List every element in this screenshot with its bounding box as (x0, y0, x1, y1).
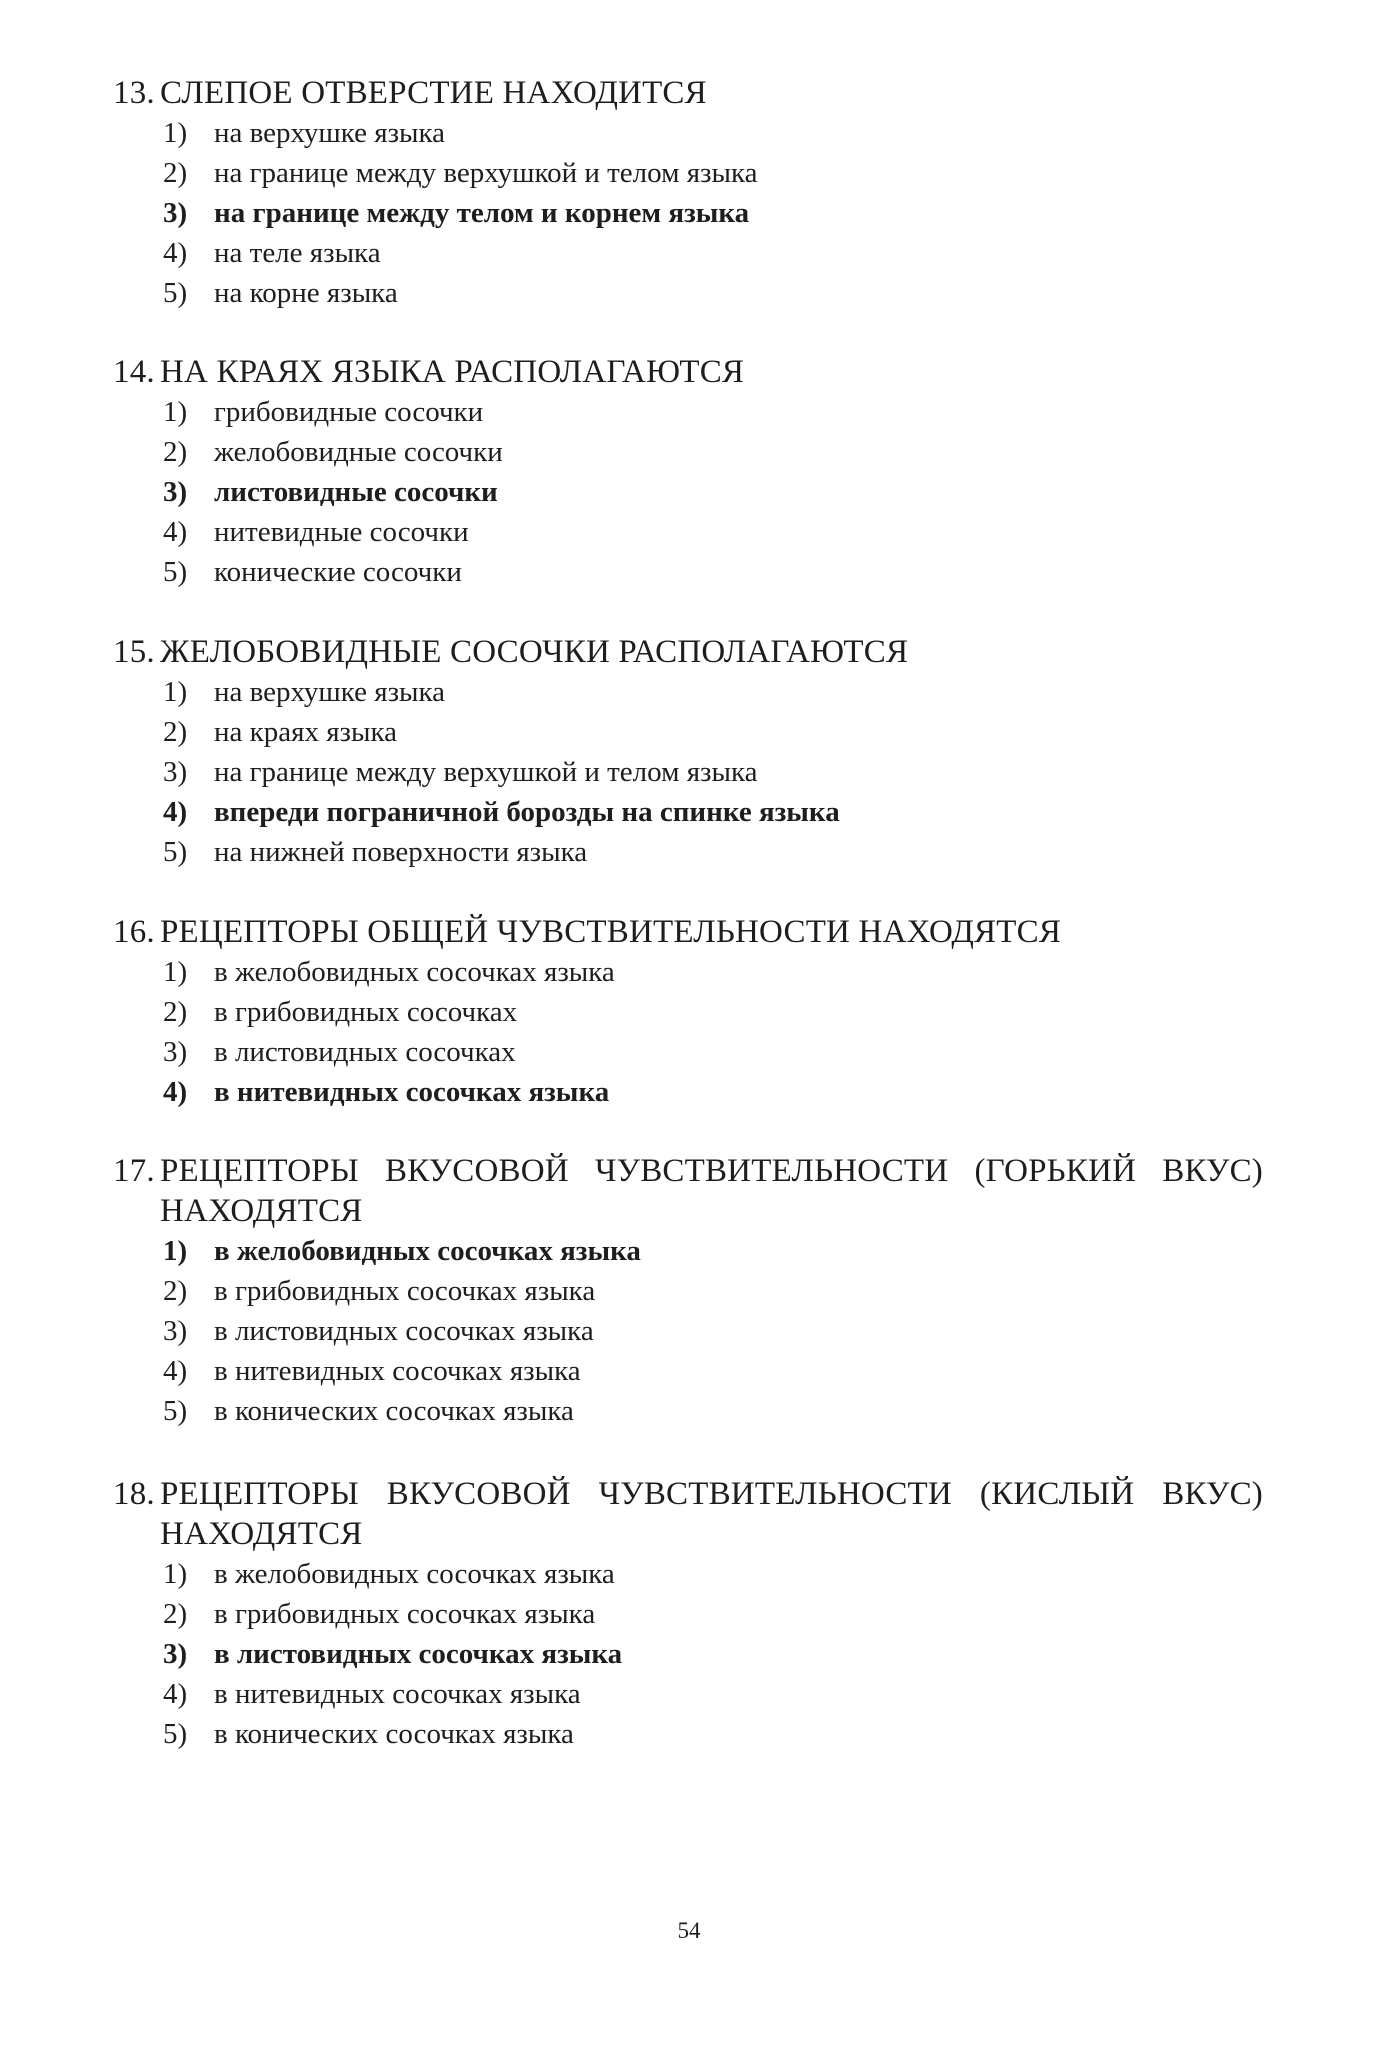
option-text: на границе между верхушкой и телом языка (214, 756, 758, 788)
question-16 (113, 912, 1263, 1112)
option-text: в листовидных сосочках языка (214, 1315, 594, 1347)
question-title (113, 632, 1263, 672)
question-14 (113, 352, 1263, 592)
question-number: 13. (113, 75, 155, 111)
correct-answer-option (113, 472, 1263, 512)
correct-answer-option (113, 193, 1263, 233)
option-number: 5) (163, 277, 188, 309)
option-number: 3) (163, 197, 188, 229)
question-number: 14. (113, 354, 155, 390)
option-text: в конических сосочках языка (214, 1718, 574, 1750)
answer-option (113, 992, 1263, 1032)
option-number: 3) (163, 1036, 188, 1068)
option-number: 2) (163, 1598, 188, 1630)
answer-option (113, 832, 1263, 872)
option-number: 3) (163, 476, 188, 508)
option-number: 2) (163, 436, 188, 468)
option-number: 4) (163, 237, 188, 269)
answer-option (113, 1674, 1263, 1714)
answer-options (113, 952, 1263, 1112)
option-number: 1) (163, 117, 188, 149)
option-text: в нитевидных сосочках языка (214, 1355, 581, 1387)
question-number: 17. (113, 1153, 155, 1189)
question-17 (113, 1151, 1263, 1431)
question-title (113, 1474, 1263, 1554)
answer-option (113, 153, 1263, 193)
option-text: в листовидных сосочках (214, 1036, 516, 1068)
option-text: в желобовидных сосочках языка (214, 956, 615, 988)
option-number: 1) (163, 956, 188, 988)
option-text: в конических сосочках языка (214, 1395, 574, 1427)
option-text: в желобовидных сосочках языка (214, 1235, 641, 1267)
option-text: желобовидные сосочки (214, 436, 503, 468)
option-text: нитевидные сосочки (214, 516, 469, 548)
answer-option (113, 752, 1263, 792)
question-15 (113, 632, 1263, 872)
answer-option (113, 512, 1263, 552)
option-number: 1) (163, 1235, 188, 1267)
answer-option (113, 712, 1263, 752)
question-title (113, 73, 1263, 113)
answer-option (113, 1714, 1263, 1754)
option-text: на корне языка (214, 277, 398, 309)
option-text: на границе между телом и корнем языка (214, 197, 750, 229)
option-number: 2) (163, 1275, 188, 1307)
answer-options (113, 1231, 1263, 1431)
option-number: 3) (163, 1315, 188, 1347)
option-text: на верхушке языка (214, 117, 446, 149)
option-text: конические сосочки (214, 556, 462, 588)
answer-options (113, 672, 1263, 872)
option-number: 2) (163, 996, 188, 1028)
option-number: 1) (163, 396, 188, 428)
answer-options (113, 392, 1263, 592)
option-number: 4) (163, 516, 188, 548)
question-title (113, 1151, 1263, 1231)
correct-answer-option (113, 1634, 1263, 1674)
question-title (113, 912, 1263, 952)
option-number: 5) (163, 1718, 188, 1750)
question-title (113, 352, 1263, 392)
option-text: на верхушке языка (214, 676, 446, 708)
question-text: РЕЦЕПТОРЫ ОБЩЕЙ ЧУВСТВИТЕЛЬНОСТИ НАХОДЯТСЯ (160, 914, 1062, 950)
option-number: 4) (163, 1678, 188, 1710)
option-number: 5) (163, 556, 188, 588)
answer-options (113, 113, 1263, 313)
option-text: в нитевидных сосочках языка (214, 1076, 610, 1108)
answer-option (113, 1311, 1263, 1351)
answer-option (113, 392, 1263, 432)
answer-option (113, 1271, 1263, 1311)
option-text: на краях языка (214, 716, 397, 748)
answer-option (113, 1391, 1263, 1431)
answer-option (113, 113, 1263, 153)
option-number: 3) (163, 1638, 188, 1670)
question-number: 16. (113, 914, 155, 950)
option-text: в желобовидных сосочках языка (214, 1558, 615, 1590)
correct-answer-option (113, 1072, 1263, 1112)
correct-answer-option (113, 1231, 1263, 1271)
option-text: листовидные сосочки (214, 476, 498, 508)
answer-option (113, 1351, 1263, 1391)
question-text: РЕЦЕПТОРЫ ВКУСОВОЙ ЧУВСТВИТЕЛЬНОСТИ (ГОРЬКИЙ ВКУС) НАХОДЯТСЯ (160, 1153, 1263, 1229)
answer-option (113, 1594, 1263, 1634)
answer-option (113, 552, 1263, 592)
answer-option (113, 273, 1263, 313)
question-number: 18. (113, 1476, 155, 1512)
answer-option (113, 432, 1263, 472)
answer-option (113, 233, 1263, 273)
option-text: в грибовидных сосочках языка (214, 1598, 596, 1630)
option-number: 2) (163, 716, 188, 748)
answer-option (113, 1554, 1263, 1594)
option-number: 3) (163, 756, 188, 788)
option-text: впереди пограничной борозды на спинке языка (214, 796, 840, 828)
option-number: 1) (163, 1558, 188, 1590)
correct-answer-option (113, 792, 1263, 832)
option-text: на теле языка (214, 237, 381, 269)
question-18 (113, 1474, 1263, 1754)
option-number: 5) (163, 836, 188, 868)
option-text: на нижней поверхности языка (214, 836, 588, 868)
question-text: СЛЕПОЕ ОТВЕРСТИЕ НАХОДИТСЯ (160, 75, 707, 111)
answer-option (113, 1032, 1263, 1072)
option-text: грибовидные сосочки (214, 396, 484, 428)
answer-option (113, 952, 1263, 992)
answer-options (113, 1554, 1263, 1754)
option-text: в нитевидных сосочках языка (214, 1678, 581, 1710)
question-text: РЕЦЕПТОРЫ ВКУСОВОЙ ЧУВСТВИТЕЛЬНОСТИ (КИСЛЫЙ ВКУС) НАХОДЯТСЯ (160, 1476, 1263, 1552)
option-number: 5) (163, 1395, 188, 1427)
page-number: 54 (677, 1918, 701, 1943)
option-text: в грибовидных сосочках языка (214, 1275, 596, 1307)
option-text: в грибовидных сосочках (214, 996, 518, 1028)
question-text: ЖЕЛОБОВИДНЫЕ СОСОЧКИ РАСПОЛАГАЮТСЯ (160, 634, 909, 670)
option-number: 4) (163, 1076, 188, 1108)
option-number: 1) (163, 676, 188, 708)
answer-option (113, 672, 1263, 712)
question-number: 15. (113, 634, 155, 670)
option-text: в листовидных сосочках языка (214, 1638, 623, 1670)
option-number: 2) (163, 157, 188, 189)
option-number: 4) (163, 1355, 188, 1387)
option-number: 4) (163, 796, 188, 828)
question-13 (113, 73, 1263, 313)
question-text: НА КРАЯХ ЯЗЫКА РАСПОЛАГАЮТСЯ (160, 354, 745, 390)
option-text: на границе между верхушкой и телом языка (214, 157, 758, 189)
